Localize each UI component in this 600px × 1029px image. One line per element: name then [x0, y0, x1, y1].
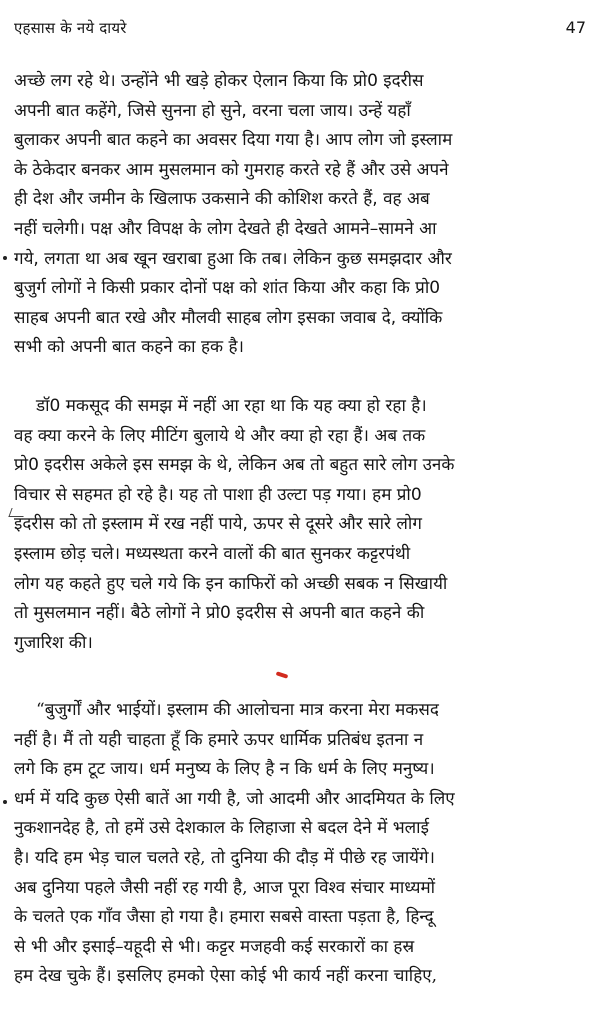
page-number: 47 [565, 18, 586, 37]
red-pen-mark [276, 671, 289, 679]
text-line: “बुजुर्गों और भाईयों। इस्लाम की आलोचना मात्र करना मेरा मकसद [36, 700, 439, 720]
text-line: नहीं है। मैं तो यही चाहता हूँ कि हमारे ऊपर धार्मिक प्रतिबंध इतना न [14, 729, 424, 750]
paragraph-2 [14, 392, 582, 658]
paragraph-3 [14, 696, 582, 992]
text-line: अपनी बात कहेंगे, जिसे सुनना हो सुने, वरना चला जाय। उन्हें यहाँ [14, 100, 411, 121]
text-line: हम देख चुके हैं। इसलिए हमको ऐसा कोई भी कार्य नहीं करना चाहिए, [14, 966, 438, 987]
text-line: नहीं चलेगी। पक्ष और विपक्ष के लोग देखते ही देखते आमने–सामने आ [14, 218, 437, 239]
text-line: गये, लगता था अब खून खराबा हुआ कि तब। लेकिन कुछ समझदार और [14, 248, 452, 269]
text-line: डॉ0 मकसूद की समझ में नहीं आ रहा था कि यह क्या हो रहा है। [36, 396, 427, 416]
text-line: नुकशानदेह है, तो हमें उसे देशकाल के लिहाजा से बदल देने में भलाई [14, 818, 429, 839]
text-line: प्रो0 इदरीस अकेले इस समझ के थे, लेकिन अब तो बहुत सारे लोग उनके [14, 455, 455, 476]
margin-dot [3, 256, 7, 260]
page-header [14, 14, 586, 42]
text-line: विचार से सहमत हो रहे है। यह तो पाशा ही उल्टा पड़ गया। हम प्रो0 [14, 484, 422, 505]
text-line: तो मुसलमान नहीं। बैठे लोगों ने प्रो0 इदरीस से अपनी बात कहने की [14, 603, 425, 624]
text-line: इस्लाम छोड़ चले। मध्यस्थता करने वालों की बात सुनकर कट्टरपंथी [14, 543, 411, 564]
running-title: एहसास के नये दायरे [14, 19, 127, 37]
text-line: सभी को अपनी बात कहने का हक है। [14, 337, 244, 358]
text-line: वह क्या करने के लिए मीटिंग बुलाये थे और क्या हो रहा हैं। अब तक [14, 425, 426, 446]
text-line: बुलाकर अपनी बात कहने का अवसर दिया गया है। आप लोग जो इस्लाम [14, 130, 453, 151]
text-line: के ठेकेदार बनकर आम मुसलमान को गुमराह करते रहे हैं और उसे अपने [14, 159, 449, 180]
text-line: बुजुर्ग लोगों ने किसी प्रकार दोनों पक्ष को शांत किया और कहा कि प्रो0 [14, 278, 441, 299]
text-line: ही देश और जमीन के खिलाफ उकसाने की कोशिश करते हैं, वह अब [14, 189, 430, 210]
text-line: लोग यह कहते हुए चले गये कि इन काफिरों को अच्छी सबक न सिखायी [14, 573, 448, 594]
paragraph-1 [14, 67, 582, 363]
text-line: साहब अपनी बात रखे और मौलवी साहब लोग इसका जवाब दे, क्योंकि [14, 307, 443, 328]
text-line: इदरीस को तो इस्लाम में रख नहीं पाये, ऊपर से दूसरे और सारे लोग [14, 514, 422, 535]
text-line: के चलते एक गाँव जैसा हो गया है। हमारा सबसे वास्ता पड़ता है, हिन्दू [14, 907, 434, 928]
text-line: धर्म में यदि कुछ ऐसी बातें आ गयी है, जो आदमी और आदमियत के लिए [14, 788, 455, 809]
margin-dot [3, 800, 7, 804]
text-line: अब दुनिया पहले जैसी नहीं रह गयी है, आज पूरा विश्व संचार माध्यमों [14, 877, 436, 898]
text-line: अच्छे लग रहे थे। उन्होंने भी खड़े होकर ऐलान किया कि प्रो0 इदरीस [14, 71, 424, 91]
text-line: गुजारिश की। [14, 632, 93, 653]
text-line: लगे कि हम टूट जाय। धर्म मनुष्य के लिए है न कि धर्म के लिए मनुष्य। [14, 759, 435, 780]
text-line: है। यदि हम भेड़ चाल चलते रहे, तो दुनिया की दौड़ में पीछे रह जायेंगे। [14, 847, 435, 868]
text-line: से भी और इसाई–यहूदी से भी। कट्टर मजहवी कई सरकारों का हस्र [14, 936, 415, 957]
